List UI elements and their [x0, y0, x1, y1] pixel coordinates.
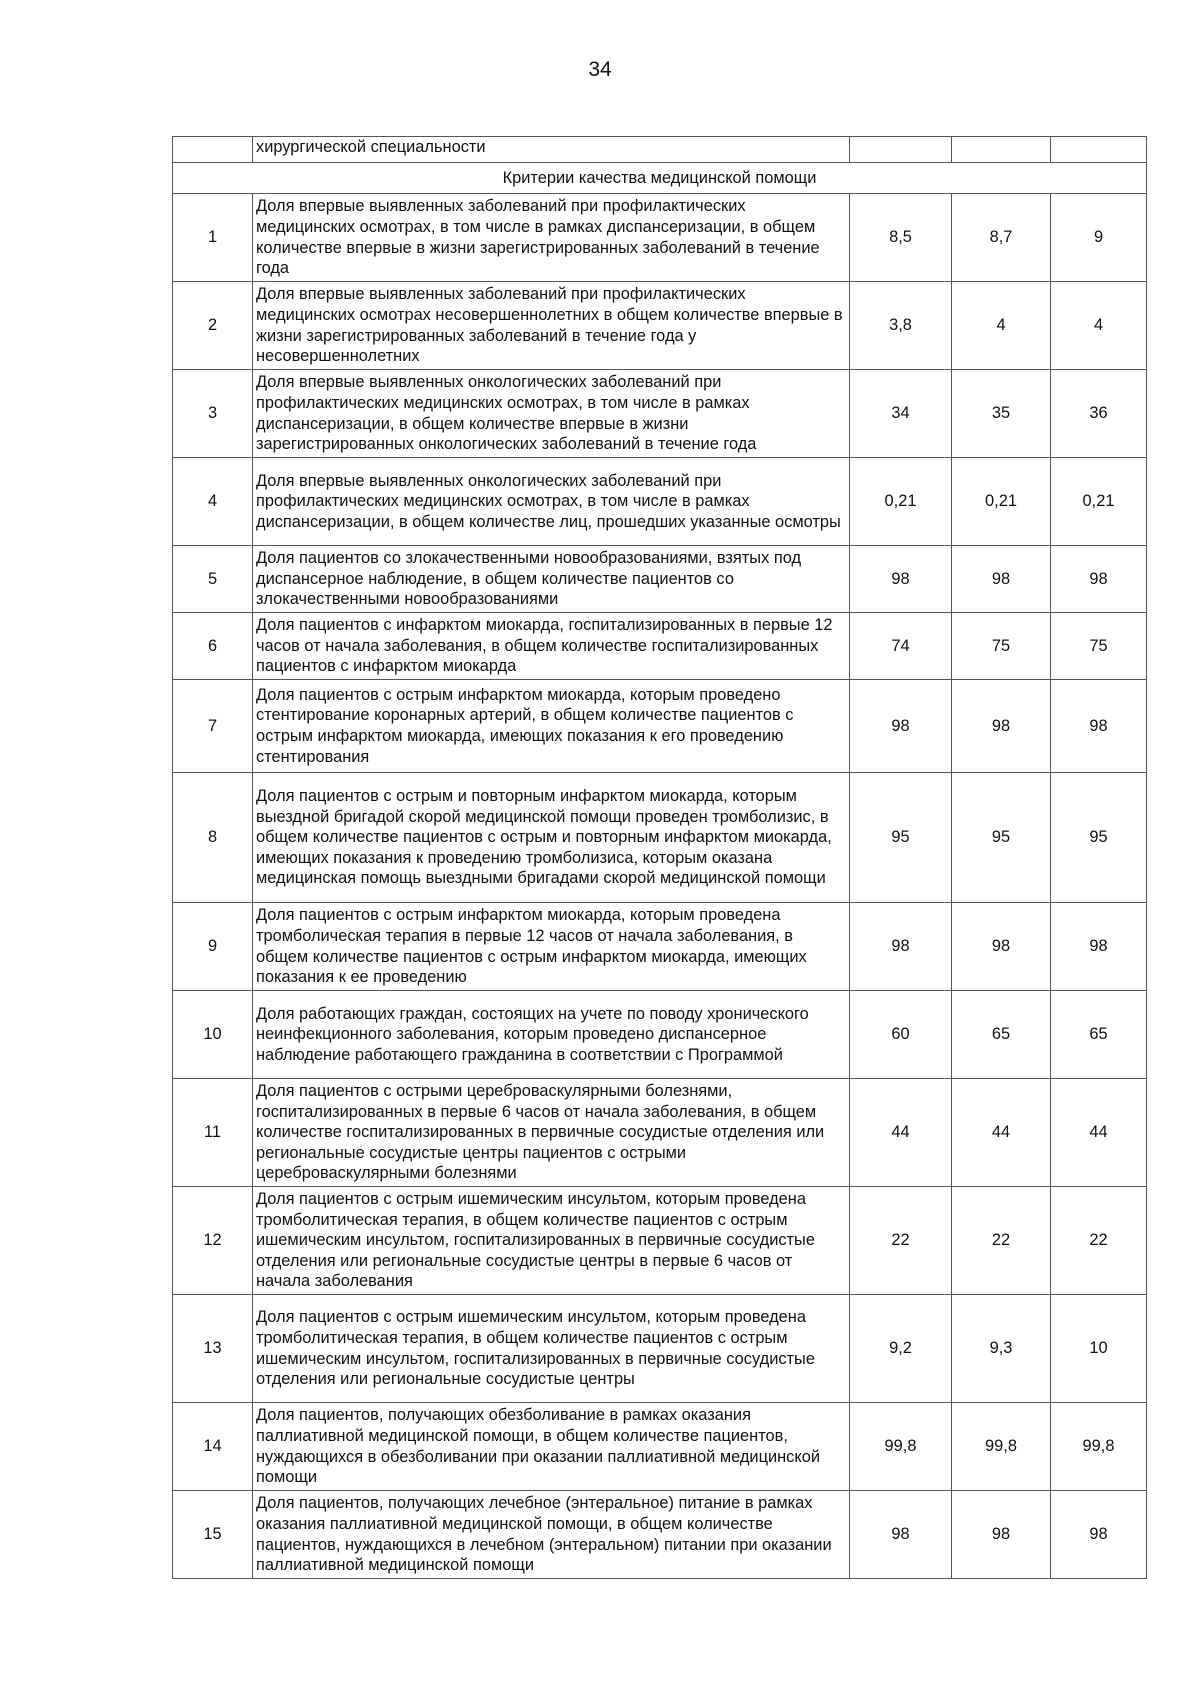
continuation-value-2	[952, 137, 1051, 163]
row-number: 6	[173, 613, 253, 680]
criterion-description: Доля пациентов со злокачественными новообразованиями, взятых под диспансерное наблюдение, в общем количестве пациентов со злокачественными новообразованиями	[253, 546, 850, 613]
row-number: 7	[173, 680, 253, 773]
table-row	[173, 991, 1147, 1079]
table-row	[173, 1187, 1147, 1295]
value-col-1: 98	[850, 903, 952, 991]
value-col-1: 98	[850, 1491, 952, 1579]
row-number: 14	[173, 1403, 253, 1491]
criterion-description: Доля пациентов, получающих лечебное (энтеральное) питание в рамках оказания паллиативной медицинской помощи, в общем количестве пациентов, нуждающихся в лечебном (энтеральном) питании при оказании паллиативной медицинской помощи	[253, 1491, 850, 1579]
value-col-2: 9,3	[952, 1295, 1051, 1403]
value-col-3: 98	[1051, 546, 1147, 613]
value-col-1: 34	[850, 370, 952, 458]
criterion-description: Доля пациентов с острым ишемическим инсультом, которым проведена тромболитическая терапия, в общем количестве пациентов с острым ишемическим инсультом, госпитализированных в первичные сосудистые отделения или региональные сосудистые центры в первые 6 часов от начала заболевания	[253, 1187, 850, 1295]
table-row	[173, 773, 1147, 903]
value-col-3: 10	[1051, 1295, 1147, 1403]
criterion-description: Доля впервые выявленных онкологических заболеваний при профилактических медицинских осмотрах, в том числе в рамках диспансеризации, в общем количестве впервые в жизни зарегистрированных онкологических заболеваний в течение года	[253, 370, 850, 458]
value-col-3: 44	[1051, 1079, 1147, 1187]
value-col-3: 98	[1051, 680, 1147, 773]
value-col-3: 0,21	[1051, 458, 1147, 546]
row-number: 10	[173, 991, 253, 1079]
table-row	[173, 613, 1147, 680]
value-col-2: 98	[952, 546, 1051, 613]
value-col-3: 65	[1051, 991, 1147, 1079]
table-row	[173, 680, 1147, 773]
value-col-1: 3,8	[850, 282, 952, 370]
value-col-2: 8,7	[952, 194, 1051, 282]
value-col-1: 9,2	[850, 1295, 952, 1403]
value-col-3: 98	[1051, 1491, 1147, 1579]
criterion-description: Доля впервые выявленных онкологических заболеваний при профилактических медицинских осмотрах, в том числе в рамках диспансеризации, в общем количестве лиц, прошедших указанные осмотры	[253, 458, 850, 546]
row-number: 12	[173, 1187, 253, 1295]
value-col-1: 74	[850, 613, 952, 680]
table-row	[173, 458, 1147, 546]
criterion-description: Доля пациентов с острыми цереброваскулярными болезнями, госпитализированных в первые 6 часов от начала заболевания, в общем количестве госпитализированных в первичные сосудистые отделения или региональные сосудистые центры пациентов с острыми цереброваскулярными болезнями	[253, 1079, 850, 1187]
criterion-description: Доля пациентов, получающих обезболивание в рамках оказания паллиативной медицинской помощи, в общем количестве пациентов, нуждающихся в обезболивании при оказании паллиативной медицинской помощи	[253, 1403, 850, 1491]
value-col-2: 95	[952, 773, 1051, 903]
continuation-label: хирургической специальности	[253, 137, 850, 163]
value-col-2: 99,8	[952, 1403, 1051, 1491]
value-col-3: 95	[1051, 773, 1147, 903]
criterion-description: Доля пациентов с острым и повторным инфарктом миокарда, которым выездной бригадой скорой медицинской помощи проведен тромболизис, в общем количестве пациентов с острым и повторным инфарктом миокарда, имеющих показания к проведению тромболизиса, которым оказана медицинская помощь выездными бригадами скорой медицинской помощи	[253, 773, 850, 903]
table-row	[173, 194, 1147, 282]
section-title: Критерии качества медицинской помощи	[173, 163, 1147, 194]
value-col-2: 98	[952, 680, 1051, 773]
value-col-1: 99,8	[850, 1403, 952, 1491]
row-number: 1	[173, 194, 253, 282]
criterion-description: Доля пациентов с острым инфарктом миокарда, которым проведена тромболическая терапия в первые 12 часов от начала заболевания, в общем количестве пациентов с острым инфарктом миокарда, имеющих показания к ее проведению	[253, 903, 850, 991]
value-col-1: 95	[850, 773, 952, 903]
continuation-value-3	[1051, 137, 1147, 163]
value-col-3: 98	[1051, 903, 1147, 991]
value-col-2: 65	[952, 991, 1051, 1079]
value-col-2: 98	[952, 1491, 1051, 1579]
row-number: 9	[173, 903, 253, 991]
value-col-1: 98	[850, 546, 952, 613]
row-number: 13	[173, 1295, 253, 1403]
table-row	[173, 903, 1147, 991]
value-col-3: 9	[1051, 194, 1147, 282]
row-number: 5	[173, 546, 253, 613]
row-number: 11	[173, 1079, 253, 1187]
value-col-2: 44	[952, 1079, 1051, 1187]
value-col-1: 60	[850, 991, 952, 1079]
value-col-3: 4	[1051, 282, 1147, 370]
table-row	[173, 1403, 1147, 1491]
row-number: 3	[173, 370, 253, 458]
value-col-3: 75	[1051, 613, 1147, 680]
table-row	[173, 282, 1147, 370]
value-col-2: 75	[952, 613, 1051, 680]
table-row	[173, 1079, 1147, 1187]
value-col-1: 22	[850, 1187, 952, 1295]
value-col-3: 22	[1051, 1187, 1147, 1295]
value-col-1: 98	[850, 680, 952, 773]
table-row	[173, 1295, 1147, 1403]
section-row	[173, 163, 1147, 194]
value-col-1: 44	[850, 1079, 952, 1187]
continuation-row	[173, 137, 1147, 163]
criterion-description: Доля впервые выявленных заболеваний при профилактических медицинских осмотрах несовершеннолетних в общем количестве впервые в жизни зарегистрированных заболеваний в течение года у несовершеннолетних	[253, 282, 850, 370]
value-col-3: 36	[1051, 370, 1147, 458]
value-col-1: 8,5	[850, 194, 952, 282]
row-number: 15	[173, 1491, 253, 1579]
criterion-description: Доля впервые выявленных заболеваний при профилактических медицинских осмотрах, в том числе в рамках диспансеризации, в общем количестве впервые в жизни зарегистрированных заболеваний в течение года	[253, 194, 850, 282]
page-number: 34	[588, 58, 612, 81]
value-col-2: 35	[952, 370, 1051, 458]
value-col-1: 0,21	[850, 458, 952, 546]
criterion-description: Доля пациентов с инфарктом миокарда, госпитализированных в первые 12 часов от начала заболевания, в общем количестве госпитализированных пациентов с инфарктом миокарда	[253, 613, 850, 680]
value-col-2: 4	[952, 282, 1051, 370]
continuation-value-1	[850, 137, 952, 163]
criterion-description: Доля работающих граждан, состоящих на учете по поводу хронического неинфекционного заболевания, которым проведено диспансерное наблюдение работающего гражданина в соответствии с Программой	[253, 991, 850, 1079]
value-col-2: 98	[952, 903, 1051, 991]
row-number: 4	[173, 458, 253, 546]
row-number: 2	[173, 282, 253, 370]
table-row	[173, 546, 1147, 613]
value-col-3: 99,8	[1051, 1403, 1147, 1491]
value-col-2: 22	[952, 1187, 1051, 1295]
criterion-description: Доля пациентов с острым ишемическим инсультом, которым проведена тромболитическая терапия, в общем количестве пациентов с острым ишемическим инсультом, госпитализированных в первичные сосудистые отделения или региональные сосудистые центры	[253, 1295, 850, 1403]
criterion-description: Доля пациентов с острым инфарктом миокарда, которым проведено стентирование коронарных артерий, в общем количестве пациентов с острым инфарктом миокарда, имеющих показания к его проведению стентирования	[253, 680, 850, 773]
value-col-2: 0,21	[952, 458, 1051, 546]
row-number: 8	[173, 773, 253, 903]
table-row	[173, 370, 1147, 458]
continuation-num-cell	[173, 137, 253, 163]
table-row	[173, 1491, 1147, 1579]
criteria-table	[172, 136, 1147, 1579]
